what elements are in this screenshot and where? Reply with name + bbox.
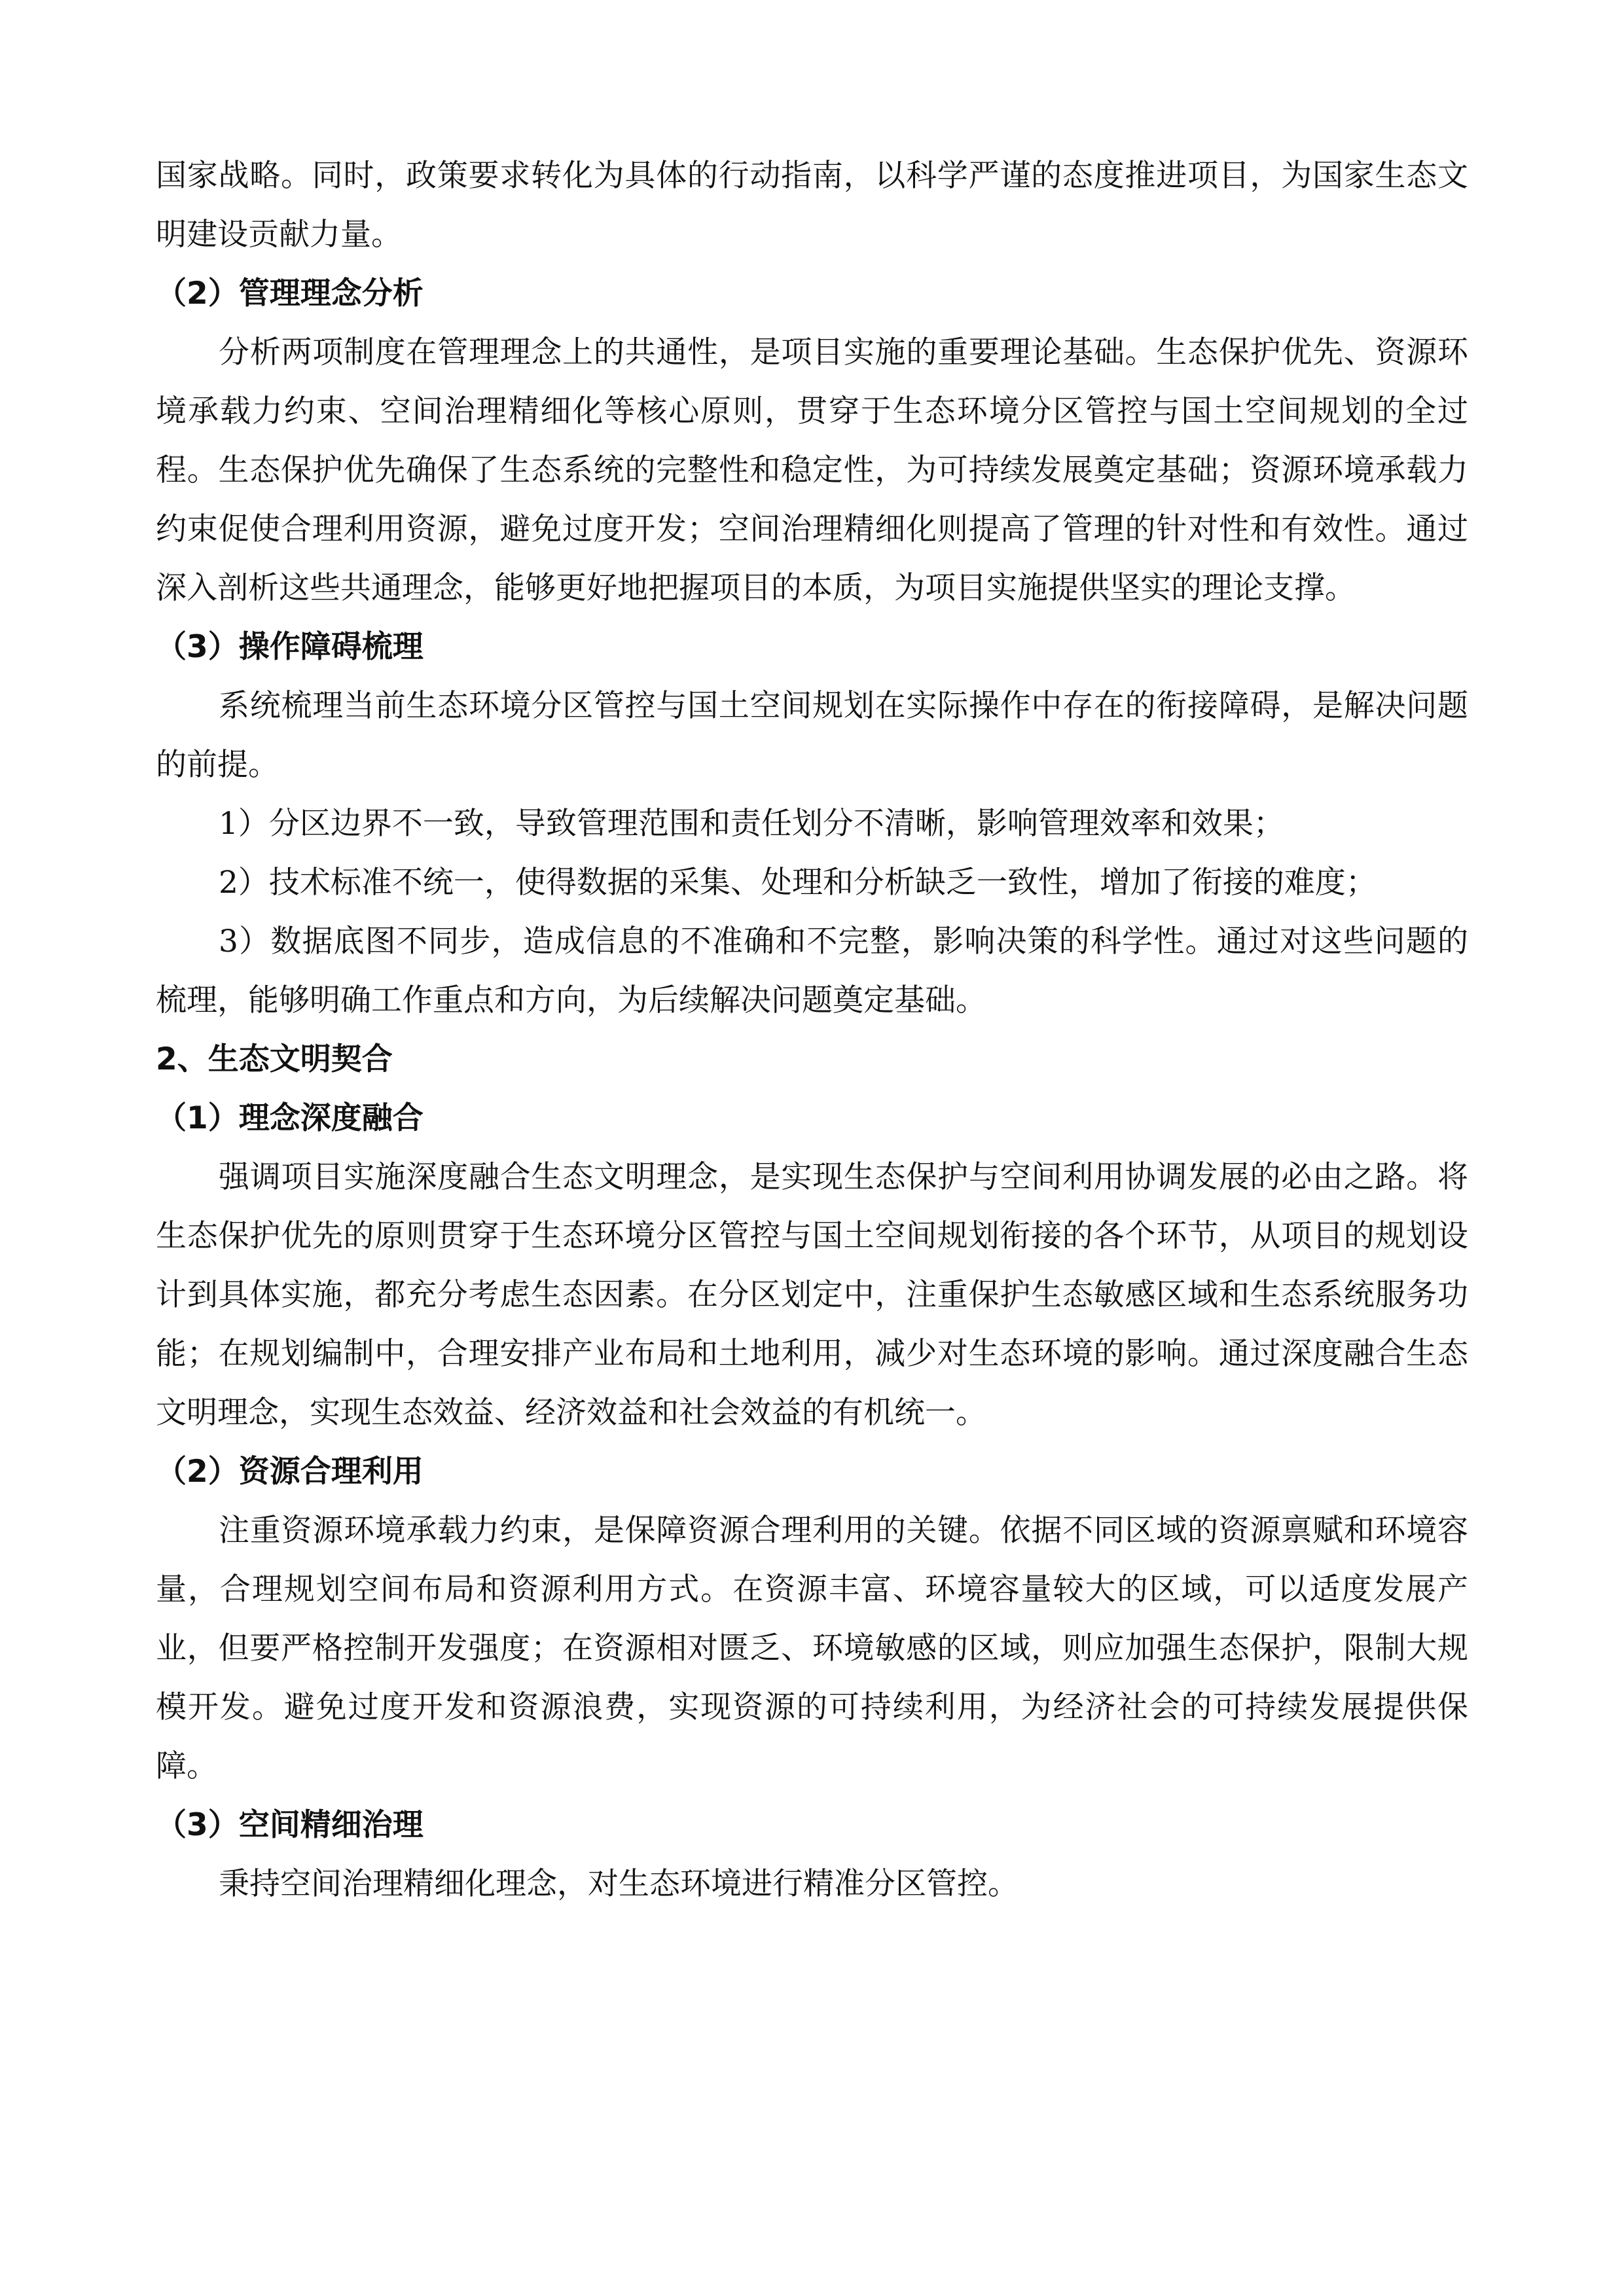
subheading-concept-integration: （1）理念深度融合 xyxy=(156,1100,424,1136)
paragraph-operation-obstacles: 系统梳理当前生态环境分区管控与国土空间规划在实际操作中存在的衔接障碍，是解决问题的前提。 xyxy=(156,688,1468,783)
subheading-resource-utilization: （2）资源合理利用 xyxy=(156,1454,424,1490)
subheading-spatial-governance: （3）空间精细治理 xyxy=(156,1807,424,1843)
paragraph-management-concept: 分析两项制度在管理理念上的共通性，是项目实施的重要理论基础。生态保护优先、资源环境承载力约束、空间治理精细化等核心原则，贯穿于生态环境分区管控与国土空间规划的全过程。生态保护优先确保了生态系统的完整性和稳定性，为可持续发展奠定基础；资源环境承载力约束促使合理利用资源，避免过度开发；空间治理精细化则提高了管理的针对性和有效性。通过深入剖析这些共通理念，能够更好地把握项目的本质，为项目实施提供坚实的理论支撑。 xyxy=(156,334,1468,606)
paragraph-resource-utilization: 注重资源环境承载力约束，是保障资源合理利用的关键。依据不同区域的资源禀赋和环境容量，合理规划空间布局和资源利用方式。在资源丰富、环境容量较大的区域，可以适度发展产业，但要严格控制开发强度；在资源相对匮乏、环境敏感的区域，则应加强生态保护，限制大规模开发。避免过度开发和资源浪费，实现资源的可持续利用，为经济社会的可持续发展提供保障。 xyxy=(156,1513,1468,1784)
intro-paragraph: 国家战略。同时，政策要求转化为具体的行动指南，以科学严谨的态度推进项目，为国家生态文明建设贡献力量。 xyxy=(156,158,1468,253)
list-item: 2）技术标准不统一，使得数据的采集、处理和分析缺乏一致性，增加了衔接的难度； xyxy=(219,865,1377,901)
subheading-operation-obstacles: （3）操作障碍梳理 xyxy=(156,629,424,665)
list-item: 3）数据底图不同步，造成信息的不准确和不完整，影响决策的科学性。通过对这些问题的梳理，能够明确工作重点和方向，为后续解决问题奠定基础。 xyxy=(156,924,1468,1018)
list-item: 1）分区边界不一致，导致管理范围和责任划分不清晰，影响管理效率和效果； xyxy=(219,806,1284,842)
section-heading-ecological-civilization: 2、生态文明契合 xyxy=(156,1041,393,1077)
subheading-management-concept: （2）管理理念分析 xyxy=(156,276,424,312)
paragraph-concept-integration: 强调项目实施深度融合生态文明理念，是实现生态保护与空间利用协调发展的必由之路。将生态保护优先的原则贯穿于生态环境分区管控与国土空间规划衔接的各个环节，从项目的规划设计到具体实施，都充分考虑生态因素。在分区划定中，注重保护生态敏感区域和生态系统服务功能；在规划编制中，合理安排产业布局和土地利用，减少对生态环境的影响。通过深度融合生态文明理念，实现生态效益、经济效益和社会效益的有机统一。 xyxy=(156,1159,1468,1431)
document-body xyxy=(156,147,1468,1914)
paragraph-spatial-governance: 秉持空间治理精细化理念，对生态环境进行精准分区管控。 xyxy=(219,1866,1019,1902)
